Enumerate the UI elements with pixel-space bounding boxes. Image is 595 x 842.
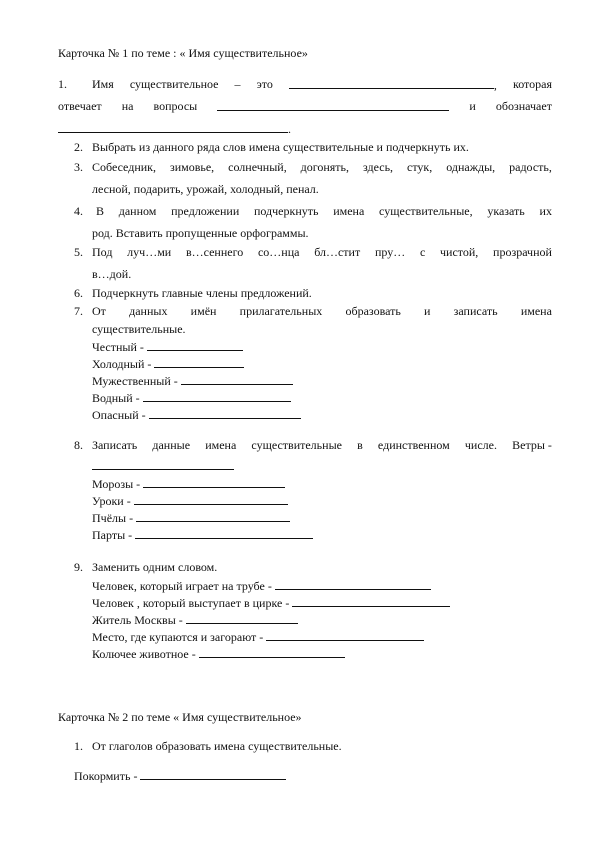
word: имён <box>190 304 217 318</box>
word: существительные <box>251 438 342 452</box>
answer-blank[interactable] <box>92 458 234 470</box>
word: здесь, <box>362 160 394 174</box>
adjective-row <box>92 390 291 405</box>
answer-blank[interactable] <box>186 612 298 624</box>
item5-line1 <box>92 245 552 259</box>
answer-blank[interactable] <box>199 646 345 658</box>
item9-text: Заменить одним словом. <box>92 560 218 574</box>
item1-word: и <box>469 99 476 113</box>
item6-number: 6. <box>74 286 83 300</box>
item1-word: отвечает <box>58 99 102 113</box>
item1-word: которая <box>512 77 552 91</box>
answer-blank[interactable] <box>143 476 285 488</box>
word: и <box>424 304 431 318</box>
item8-number: 8. <box>74 438 83 452</box>
item4-number: 4. <box>74 204 83 218</box>
card1-title: Карточка № 1 по теме : « Имя существительное» <box>58 46 308 60</box>
item1-period: . <box>288 122 291 136</box>
item1-word: это <box>256 77 273 91</box>
word: однажды, <box>446 160 496 174</box>
definition-row <box>92 646 345 661</box>
answer-blank[interactable] <box>136 510 290 522</box>
answer-blank[interactable] <box>140 768 286 780</box>
definition-label: Колючее животное - <box>92 647 196 661</box>
word: имена <box>333 204 365 218</box>
answer-blank[interactable] <box>292 595 450 607</box>
answer-blank[interactable] <box>181 373 293 385</box>
word: Собеседник, <box>92 160 156 174</box>
word: данном <box>118 204 157 218</box>
card2-item1-number: 1. <box>74 739 83 753</box>
noun-row <box>92 493 288 508</box>
word: образовать <box>345 304 401 318</box>
answer-blank[interactable] <box>147 339 243 351</box>
item1-word: , <box>493 78 497 92</box>
item1-line3 <box>58 121 291 136</box>
item9-number: 9. <box>74 560 83 574</box>
item2-number: 2. <box>74 140 83 154</box>
noun-row <box>92 510 290 525</box>
noun-label: Уроки - <box>92 494 131 508</box>
item1-word: вопросы <box>153 99 198 113</box>
card2-title: Карточка № 2 по теме « Имя существительное» <box>58 710 302 724</box>
word: луч…ми <box>127 245 172 259</box>
item4-line2: род. Вставить пропущенные орфограммы. <box>92 226 309 240</box>
word: данные <box>152 438 191 452</box>
adjective-row <box>92 356 244 371</box>
word: солнечный, <box>228 160 287 174</box>
word: пру… <box>374 245 406 259</box>
item7-line1 <box>92 304 552 318</box>
definition-row <box>92 595 450 610</box>
adjective-label: Опасный - <box>92 408 146 422</box>
definition-row <box>92 578 431 593</box>
answer-blank[interactable] <box>143 390 291 402</box>
item3-number: 3. <box>74 160 83 174</box>
item1-word: – <box>234 77 241 91</box>
item4-line1 <box>96 204 552 218</box>
answer-blank[interactable] <box>135 527 313 539</box>
word: В <box>96 204 105 218</box>
word: имена <box>520 304 552 318</box>
item1-word: существительное <box>129 77 219 91</box>
noun-label: Парты - <box>92 528 133 542</box>
item1-line2 <box>58 99 552 113</box>
definition-label: Человек , который выступает в цирке - <box>92 596 290 610</box>
word: бл…стит <box>314 245 361 259</box>
word: прозрачной <box>493 245 552 259</box>
word: существительные, <box>379 204 473 218</box>
word: Ветры - <box>512 438 552 452</box>
answer-line <box>92 458 234 473</box>
word: единственном <box>377 438 450 452</box>
definition-label: Житель Москвы - <box>92 613 183 627</box>
word: со…нца <box>257 245 300 259</box>
word: имена <box>205 438 237 452</box>
word: в <box>357 438 363 452</box>
card2-item1-text: От глаголов образовать имена существительные. <box>92 739 342 753</box>
answer-blank[interactable] <box>154 356 244 368</box>
word: прилагательных <box>239 304 323 318</box>
item1-word: на <box>121 99 134 113</box>
item3-line1 <box>92 160 552 174</box>
word: Записать <box>92 438 138 452</box>
word: указать <box>487 204 525 218</box>
word: подчеркнуть <box>253 204 319 218</box>
item5-number: 5. <box>74 245 83 259</box>
definition-row <box>92 629 424 644</box>
definition-label: Место, где купаются и загорают - <box>92 630 264 644</box>
noun-label: Пчёлы - <box>92 511 134 525</box>
adjective-row <box>92 407 301 422</box>
item5-line2: в…дой. <box>92 267 132 281</box>
answer-blank[interactable] <box>289 77 494 89</box>
definition-row <box>92 612 298 627</box>
word: чистой, <box>440 245 479 259</box>
word: данных <box>129 304 168 318</box>
item3-line2: лесной, подарить, урожай, холодный, пенал. <box>92 182 319 196</box>
word: числе. <box>464 438 497 452</box>
word: догонять, <box>300 160 350 174</box>
item7-line2: существительные. <box>92 322 186 336</box>
word: их <box>539 204 552 218</box>
verb-row <box>74 768 286 783</box>
word: зимовье, <box>169 160 215 174</box>
definition-label: Человек, который играет на трубе - <box>92 579 272 593</box>
verb-label: Покормить - <box>74 769 138 783</box>
item1-line1 <box>92 77 552 92</box>
item1-number: 1. <box>58 77 67 91</box>
item2-text: Выбрать из данного ряда слов имена существительные и подчеркнуть их. <box>92 140 469 154</box>
word: записать <box>453 304 498 318</box>
word: От <box>92 304 106 318</box>
answer-blank[interactable] <box>149 407 301 419</box>
word: радость, <box>509 160 552 174</box>
adjective-label: Честный - <box>92 340 144 354</box>
noun-label: Морозы - <box>92 477 141 491</box>
noun-row <box>92 527 313 542</box>
word: Под <box>92 245 113 259</box>
answer-blank[interactable] <box>58 121 288 133</box>
answer-blank[interactable] <box>275 578 431 590</box>
adjective-row <box>92 339 243 354</box>
item1-word: Имя <box>92 77 114 91</box>
adjective-label: Холодный - <box>92 357 152 371</box>
adjective-label: Мужественный - <box>92 374 178 388</box>
adjective-label: Водный - <box>92 391 140 405</box>
word: стук, <box>407 160 433 174</box>
item6-text: Подчеркнуть главные члены предложений. <box>92 286 312 300</box>
item1-word: обозначает <box>495 99 552 113</box>
adjective-row <box>92 373 293 388</box>
answer-blank[interactable] <box>266 629 424 641</box>
noun-row <box>92 476 285 491</box>
item7-number: 7. <box>74 304 83 318</box>
word: в…сеннего <box>185 245 244 259</box>
item8-line1 <box>92 438 552 452</box>
word: предложении <box>171 204 240 218</box>
word: с <box>419 245 426 259</box>
answer-blank[interactable] <box>134 493 288 505</box>
answer-blank[interactable] <box>217 99 449 111</box>
